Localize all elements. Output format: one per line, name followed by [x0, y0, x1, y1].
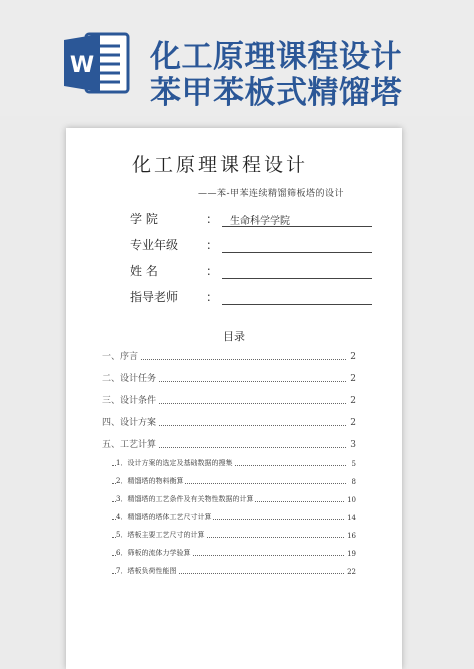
field-colon: ：	[206, 264, 219, 278]
banner-title-line1: 化工原理课程设计	[150, 39, 402, 75]
toc-subitem	[102, 544, 356, 562]
field-underline	[222, 304, 372, 305]
toc-subitem	[102, 562, 356, 580]
field-underline	[222, 278, 372, 279]
toc-item	[102, 388, 356, 410]
toc-leader-dots	[112, 359, 346, 360]
field-label: 姓 名	[130, 264, 158, 278]
toc-item-page: 2	[350, 418, 356, 428]
toc-subitem	[102, 454, 356, 472]
toc-item-text: 2．精馏塔的物料衡算	[116, 477, 184, 485]
toc-item-text: 5．塔板主要工艺尺寸的计算	[116, 531, 205, 539]
table-of-contents	[102, 344, 356, 580]
toc-item	[102, 432, 356, 454]
banner-title-line2: 苯甲苯板式精馏塔	[150, 75, 402, 111]
toc-item-page: 16	[347, 532, 356, 540]
field-college	[130, 210, 390, 230]
field-underline	[222, 226, 372, 227]
toc-title: 目录	[223, 330, 245, 343]
toc-subitem	[102, 526, 356, 544]
word-icon	[62, 30, 132, 96]
toc-item-text: 1．设计方案的选定及基础数据的搜集	[116, 459, 233, 467]
toc-item-text: 五、工艺计算	[102, 437, 158, 450]
toc-item-text: 4．精馏塔的塔体工艺尺寸计算	[116, 513, 212, 521]
svg-text:W: W	[69, 53, 95, 78]
toc-item-page: 8	[351, 478, 356, 486]
field-colon: ：	[206, 238, 219, 252]
toc-subitem	[102, 472, 356, 490]
toc-item-page: 19	[347, 550, 356, 558]
document-subtitle: ——苯-甲苯连续精馏筛板塔的设计	[198, 189, 345, 199]
field-underline	[222, 252, 372, 253]
toc-subitem	[102, 508, 356, 526]
field-name	[130, 262, 390, 282]
toc-item-page: 2	[350, 396, 356, 406]
toc-item-page: 3	[350, 440, 356, 450]
document-title: 化工原理课程设计	[132, 154, 309, 176]
toc-item-text: 7．塔板负荷性能图	[116, 567, 177, 575]
toc-item-page: 2	[350, 352, 356, 362]
field-colon: ：	[206, 212, 219, 226]
toc-item-text: 3．精馏塔的工艺条件及有关物性数据的计算	[116, 495, 254, 503]
toc-item-page: 14	[347, 514, 356, 522]
field-value: 生命科学学院	[230, 216, 290, 227]
toc-item	[102, 344, 356, 366]
header-banner	[0, 0, 474, 116]
field-advisor	[130, 288, 390, 308]
toc-subitem	[102, 490, 356, 508]
toc-item	[102, 410, 356, 432]
field-label: 学 院	[130, 212, 158, 226]
field-major-grade	[130, 236, 390, 256]
toc-item-text: 一、序言	[102, 349, 140, 362]
toc-item	[102, 366, 356, 388]
document-page	[66, 128, 402, 669]
field-label: 指导老师	[130, 290, 179, 304]
toc-item-page: 5	[351, 460, 356, 468]
toc-item-page: 2	[350, 374, 356, 384]
toc-item-text: 二、设计任务	[102, 371, 158, 384]
toc-item-page: 22	[347, 568, 356, 576]
field-colon: ：	[206, 290, 219, 304]
toc-item-text: 四、设计方案	[102, 415, 158, 428]
field-label: 专业年级	[130, 238, 179, 252]
toc-item-text: 三、设计条件	[102, 393, 158, 406]
toc-item-text: 6．筛板的流体力学验算	[116, 549, 191, 557]
toc-item-page: 10	[347, 496, 356, 504]
